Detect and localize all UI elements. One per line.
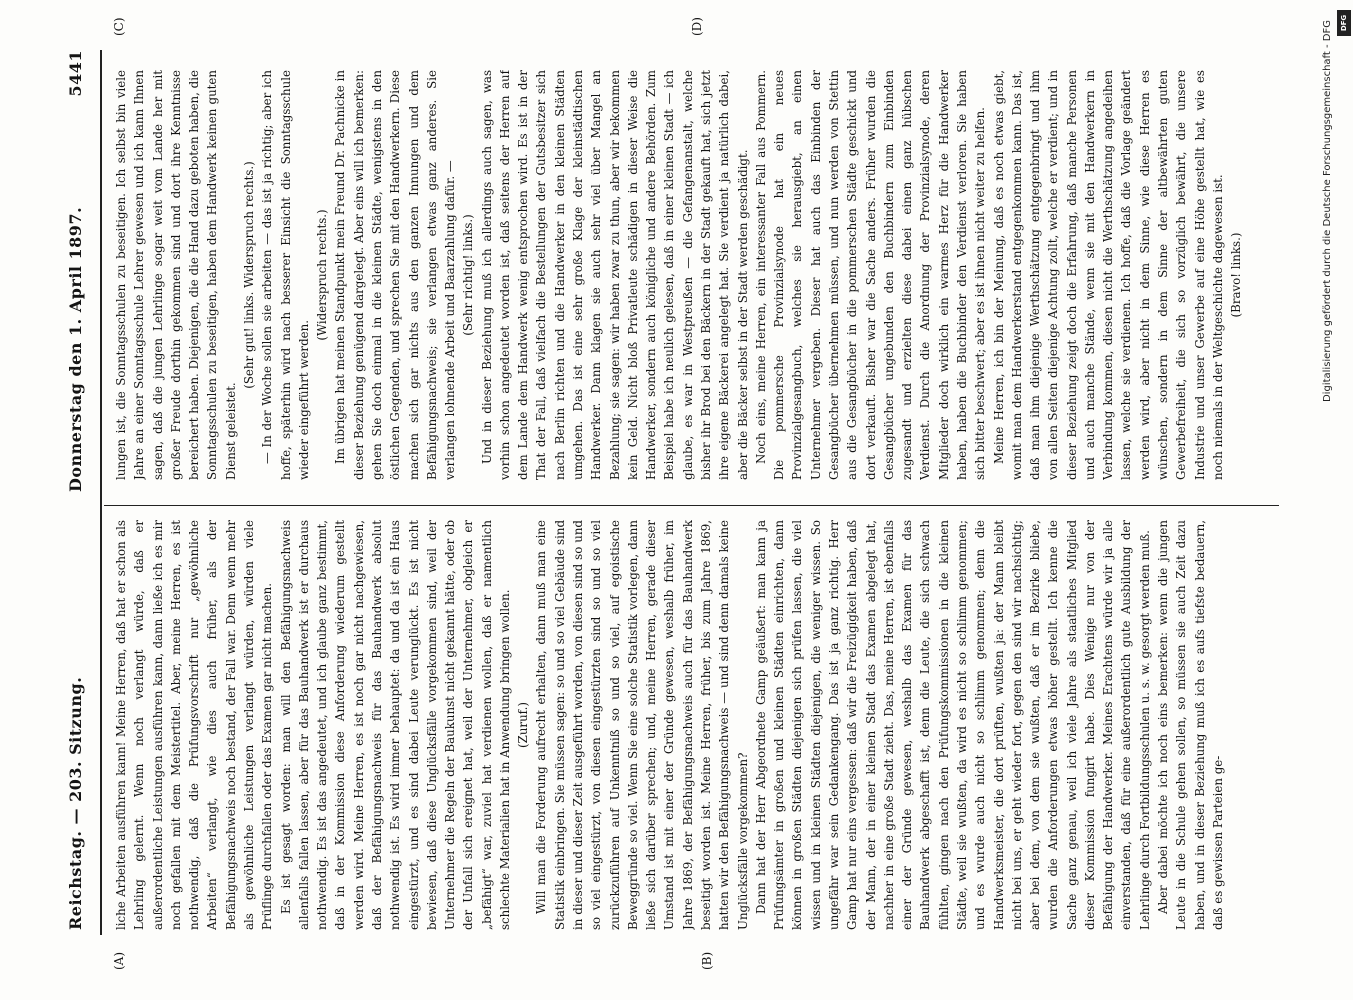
paragraph: — In der Woche sollen sie arbeiten — das ist ja richtig; aber ich hoffe, späterhin wird nach besserer Einsicht die Sonntagsschule wieder eingeführt werden. bbox=[260, 70, 311, 480]
digitization-note bbox=[1318, 20, 1338, 980]
paragraph: (Zuruf.) bbox=[516, 702, 531, 748]
paragraph: Es ist gesagt worden: man will den Befähigungsnachweis allenfalls fallen lassen, aber für das Bauhandwerk ist er durchaus nothwendig. Es ist das angedeutet, und ich glaube ganz bestimmt, daß in der Kommission diese Anforderung wiederum gestellt werden wird. Meine Herren, es ist noch gar nicht nachgewiesen, daß der Befähigungsnachweis für das Bauhandwerk absolut nothwendig ist. Es wird immer behauptet: da und da ist ein Haus eingestürzt, und es sind dabei Leute verunglückt. Es ist nicht bewiesen, daß diese Unglücksfälle vorgekommen sind, weil der Unternehmer die Regeln der Baukunst nicht gekannt hätte, oder ob der Unfall sich ereignet hat, weil der Unternehmer, obgleich er „befähigt“ war, zuviel hat verdienen wollen, daß er namentlich schlechte Materialien hat in Anwendung bringen wollen. bbox=[278, 520, 512, 930]
paragraph: (Widerspruch rechts.) bbox=[315, 209, 330, 341]
paragraph: liche Arbeiten ausführen kann! Meine Herren, daß hat er schon als Lehrling gelernt. Wenn noch verlangt würde, daß er außerordentliche Leistungen ausführen kann, dann ließe ich es mir noch gefallen mit dem Meistertitel. Aber, meine Herren, es ist nothwendig, daß die Prüfungsvorschrift nur „gewöhnliche Arbeiten“ verlangt, wie dies auch früher, als der Befähigungsnachweis noch bestand, der Fall war. Denn wenn mehr als gewöhnliche Leistungen verlangt würden, würden viele Prüflinge durchfallen oder das Examen gar nicht machen. bbox=[114, 520, 275, 930]
running-head-left: Reichstag. — 203. Sitzung. bbox=[66, 676, 85, 930]
paragraph: Im übrigen hat meinen Standpunkt mein Freund Dr. Pachnicke in dieser Beziehung genügend dargelegt. Aber eins will ich bemerken: gehen Sie doch einmal in die kleinen Städte, wenigstens in den östlichen Gegenden, und sprechen Sie mit den Handwerkern. Diese machen sich gar nichts aus den ganzen Innungen und dem Befähigungsnachweis; sie verlangen etwas ganz anderes. Sie verlangen lohnende Arbeit und Baarzahlung dafür. — bbox=[333, 70, 458, 480]
paragraph: Meine Herren, ich bin der Meinung, daß es noch etwas giebt, womit man dem Handwerkerstand entgegenkommen kann. Das ist, daß man ihm diejenige Werthschätzung entgegenbringt und ihm von allen Seiten diejenige Achtung zollt, welche er verdient; und in dieser Beziehung zeigt doch die Erfahrung, daß manche Personen und auch manche Stände, wenn sie mit den Handwerkern in Verbindung kommen, diesen nicht die Werthschätzung angedeihen lassen, welche sie verdienen. Ich hoffe, daß die Vorlage geändert werden wird, aber nicht in dem Sinne, wie diese Herren es wünschen, sondern in dem Sinne der altbewährten guten Gewerbefreiheit, die sich so vorzüglich bewährt, die unsere Industrie und unser Gewerbe auf eine Höhe gestellt hat, wie es noch niemals in der Weltgeschichte dagewesen ist. bbox=[991, 70, 1225, 480]
header-rule bbox=[100, 50, 102, 935]
column-divider bbox=[104, 505, 1279, 506]
margin-marker-d: (D) bbox=[690, 17, 704, 36]
paragraph: (Sehr gut! links. Widerspruch rechts.) bbox=[241, 161, 256, 389]
left-text-column bbox=[112, 520, 1277, 930]
dfg-logo bbox=[1337, 10, 1351, 36]
paragraph: Will man die Forderung aufrecht erhalten, dann muß man eine Statistik einbringen. Sie müssen sagen: so und so viel Gebäude sind in dieser und dieser Zeit ausgeführt worden, von diesen sind so und so viel eingestürzt, von diesen eingestürzten sind so und so viel zurückzuführen auf Unkenntniß so und so viel, auf egoistische Beweggründe so viel. Wenn Sie eine solche Statistik vorlegen, dann ließe sich darüber sprechen; und, meine Herren, gerade dieser Umstand ist mit einer der Gründe gewesen, weshalb früher, im Jahre 1869, der Befähigungsnachweis auch für das Bauhandwerk beseitigt worden ist. Meine Herren, früher, bis zum Jahre 1869, hatten wir den Befähigungsnachweis — und sind denn damals keine Unglücksfälle vorgekommen? bbox=[534, 520, 750, 930]
paragraph: Dann hat der Herr Abgeordnete Gamp geäußert: man kann ja Prüfungsämter in großen und kleinen Städten einrichten, dann können in großen Städten diejenigen sich prüfen lassen, die viel wissen und in kleinen Städten diejenigen, die weniger wissen. So ungefähr war sein Gedankengang. Das ist ja ganz richtig. Herr Gamp hat nur eins vergessen: daß wir die Freizügigkeit haben, daß der Mann, der in einer kleinen Stadt das Examen abgelegt hat, nachher in eine große Stadt zieht. Das, meine Herren, ist ebenfalls einer der Gründe gewesen, weshalb das Examen für das Bauhandwerk abgeschafft ist, denn die Leute, die sich schwach fühlten, gingen nach den Prüfungskommissionen in die kleinen Städte, weil sie wußten, da wird es nicht so schlimm genommen; und es wurde auch nicht so schlimm genommen; denn die Handwerksmeister, die dort prüften, wußten ja: der Mann bleibt nicht bei uns, er geht wieder fort, gegen den sind wir nachsichtig; aber bei dem, von dem sie wußten, daß er im Bezirke bliebe, wurden die Anforderungen etwas höher gestellt. Ich kenne die Sache ganz genau, weil ich viele Jahre als staatliches Mitglied dieser Kommission fungirt habe. Dies Wenige nur von der Befähigung der Handwerker. Meines Erachtens würde wir ja alle einverstanden, daß für eine außerordentlich gute Ausbildung der Lehrlinge durch Fortbildungsschulen u. s. w. gesorgt werden muß. bbox=[753, 520, 1152, 930]
running-head-date: Donnerstag den 1. April 1897. bbox=[66, 206, 85, 492]
margin-marker-a: (A) bbox=[112, 951, 126, 970]
paragraph: Und in dieser Beziehung muß ich allerdings auch sagen, was vorhin schon angedeutet worden ist, daß seitens der Herren auf dem Lande dem Handwerk wenig entsprochen wird. Es ist in der That der Fall, daß vielfach die Bestellungen der Gutsbesitzer sich nach Berlin richten und die Handwerker in den kleinen Städten umgehen. Das ist eine sehr große Klage der kleinstädtischen Handwerker. Dann klagen sie auch sehr viel über Mangel an Bezahlung; sie sagen: wir haben zwar zu thun, aber wir bekommen kein Geld. Nicht bloß Privatleute schädigen in dieser Weise die Handwerker, sondern auch königliche und andere Behörden. Zum Beispiel habe ich neulich gelesen, daß in einer kleinen Stadt — ich glaube, es war in Westpreußen — die Gefangenanstalt, welche bisher ihr Brod bei den Bäckern in der Stadt gekauft hat, sich jetzt ihre eigene Bäckerei angelegt hat. Sie verdient ja natürlich dabei, aber die Bäcker selbst in der Stadt werden geschädigt. bbox=[479, 70, 750, 480]
digitization-note-text: Digitalisierung gefördert durch die Deutsche Forschungsgemeinschaft - DFG bbox=[1322, 20, 1333, 403]
paragraph: Noch eins, meine Herren, ein interessanter Fall aus Pommern. Die pommersche Provinzialsynode hat ein neues Provinzialgesangbuch, welches sie herausgiebt, an einen Unternehmer vergeben. Dieser hat auch das Einbinden der Gesangbücher übernehmen müssen, und nun werden von Stettin aus die Gesangbücher in die pommerschen Städte geschickt und dort verkauft. Bisher war die Sache anders. Früher wurden die Gesangbücher ungebunden den Buchbindern zum Einbinden zugesandt und erzielten diese dabei einen ganz hübschen Verdienst. Durch die Anordnung der Provinzialsynode, deren Mitglieder doch wirklich ein warmes Herz für die Handwerker haben, haben die Buchbinder den Verdienst verloren. Sie haben sich bitter beschwert; aber es ist ihnen nicht weiter zu helfen. bbox=[753, 70, 988, 480]
paragraph: lungen ist, die Sonntagsschulen zu beseitigen. Ich selbst bin viele Jahre an einer Sonntagsschule Lehrer gewesen und ich kann Ihnen sagen, daß die jungen Lehrlinge sogar weit vom Lande her mit großer Freude dorthin gekommen sind und dort ihre Kenntnisse bereichert haben. Diejenigen, die die Hand dazu geboten haben, die Sonntagsschulen zu beseitigen, haben dem Handwerk keinen guten Dienst geleistet. bbox=[114, 70, 238, 480]
paragraph: Aber dabei möchte ich noch eins bemerken: wenn die jungen Leute in die Schule gehen sollen, so müssen sie auch Zeit dazu haben, und in dieser Beziehung muß ich es aufs tiefste bedauern, daß es gewissen Parteien ge- bbox=[1156, 520, 1225, 930]
right-text-column bbox=[112, 70, 1277, 480]
margin-marker-b: (B) bbox=[700, 951, 714, 970]
paragraph: (Sehr richtig! links.) bbox=[461, 214, 476, 336]
paragraph: (Bravo! links.) bbox=[1229, 232, 1244, 318]
dfg-logo-text: DFG bbox=[1340, 14, 1348, 32]
margin-marker-c: (C) bbox=[112, 17, 126, 36]
page-number: 5441 bbox=[66, 50, 85, 97]
